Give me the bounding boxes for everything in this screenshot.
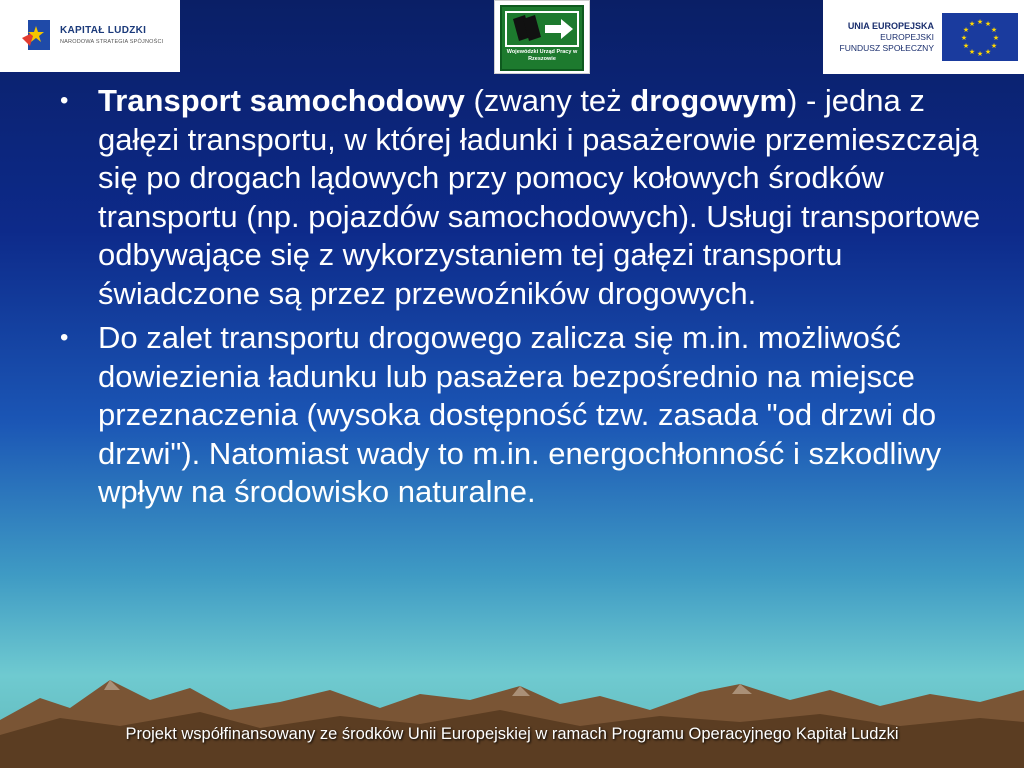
svg-text:★: ★ [968, 20, 976, 28]
svg-text:★: ★ [968, 48, 976, 56]
bullet-text: (zwany też [464, 83, 631, 118]
eu-title: UNIA EUROPEJSKA [847, 20, 934, 31]
wup-name: Wojewódzki Urząd Pracy w Rzeszowie [506, 49, 578, 62]
kapital-ludzki-logo [0, 0, 180, 72]
svg-text:★: ★ [960, 34, 968, 42]
svg-text:★: ★ [976, 18, 984, 26]
svg-text:★: ★ [984, 20, 992, 28]
bullet-bold-term: drogowym [630, 83, 788, 118]
svg-text:★: ★ [976, 50, 984, 58]
slide-body [56, 82, 986, 518]
svg-text:★: ★ [990, 26, 998, 34]
eu-logo [823, 0, 1024, 74]
kapital-ludzki-subtitle: NARODOWA STRATEGIA SPÓJNOŚCI [60, 38, 164, 45]
bullet-item [56, 82, 986, 313]
bullet-marker: • [60, 324, 69, 351]
footer-text: Projekt współfinansowany ze środków Unii Europejskiej w ramach Programu Operacyjnego Kapitał Ludzki [125, 725, 899, 743]
bullet-marker: • [60, 87, 69, 114]
direction-sign-icon [505, 11, 579, 47]
eu-subtitle-2: FUNDUSZ SPOŁECZNY [839, 42, 934, 53]
svg-text:★: ★ [984, 48, 992, 56]
eu-flag-icon [942, 13, 1018, 61]
bullet-text: ) - jedna z gałęzi transportu, w której ładunki i pasażerowie przemieszczają się po drogach lądowych przy pomocy kołowych środków transportu (np. pojazdów samochodowych). Usługi transportowe odbywające się z wykorzystaniem tej gałęzi transportu świadczone są przez przewoźników drogowych. [98, 83, 981, 311]
eu-subtitle-1: EUROPEJSKI [880, 32, 934, 42]
svg-text:★: ★ [962, 26, 970, 34]
bullet-text: Do zalet transportu drogowego zalicza się m.in. możliwość dowiezienia ładunku lub pasażera bezpośrednio na miejsce przeznaczenia (wysoka dostępność tzw. zasada "od drzwi do drzwi"). Natomiast wady to m.in. energochłonność i szkodliwy wpływ na środowisko naturalne. [98, 320, 942, 509]
kapital-ludzki-title: KAPITAŁ LUDZKI [60, 25, 147, 37]
wup-sign-box [500, 5, 584, 71]
wup-logo [494, 0, 590, 74]
svg-text:★: ★ [992, 34, 1000, 42]
bullet-item [56, 319, 986, 512]
kapital-ludzki-star-icon [20, 18, 52, 54]
mountains-illustration [0, 660, 1024, 768]
bullet-bold-term: Transport samochodowy [98, 83, 465, 118]
svg-text:★: ★ [990, 42, 998, 50]
svg-text:★: ★ [962, 42, 970, 50]
